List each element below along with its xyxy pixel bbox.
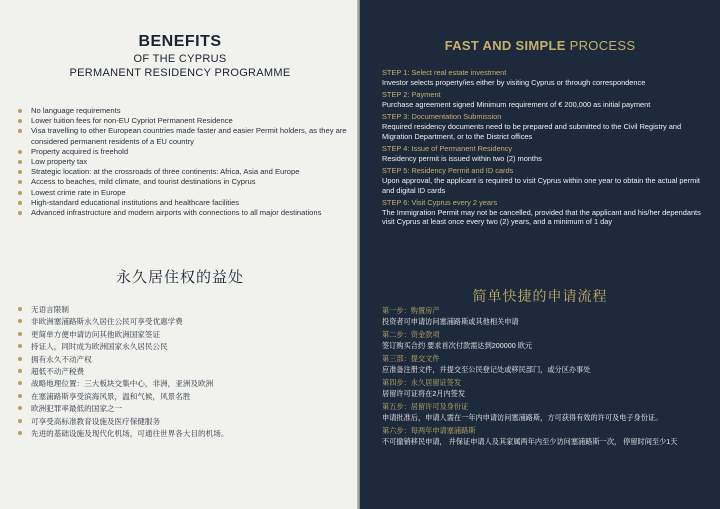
list-item: Access to beaches, mild climate, and tourist destinations in Cyprus — [17, 177, 347, 187]
step-cn-1: 第一步：购置房产 投资者可申请访问塞浦路斯或其他相关申请 — [382, 306, 519, 326]
list-item: 无语言限制 — [17, 304, 347, 316]
list-item: High-standard educational institutions and healthcare facilities — [17, 198, 347, 208]
benefits-title-cn: 永久居住权的益处 — [115, 268, 244, 286]
step-4: STEP 4: Issue of Permanent Residency Residency permit is issued within two (2) months — [382, 144, 542, 163]
bullet-icon — [18, 319, 22, 323]
list-item: Visa travelling to other European countries made faster and easier Permit holders, as they are considered permanent residents of a EU country — [17, 126, 347, 146]
bullet-icon — [18, 431, 22, 435]
step-2: STEP 2: Payment Purchase agreement signed Minimum requirement of € 200,000 as initial payment — [382, 90, 651, 109]
bullet-icon — [18, 129, 22, 133]
bullet-icon — [18, 381, 22, 385]
step-cn-5: 第五步：居留许可及身份证 申请批准后，申请人需在一年内申请访问塞浦路斯，方可获得有效的许可及电子身份证。 — [382, 402, 663, 422]
bullet-icon — [18, 406, 22, 410]
bullet-icon — [18, 119, 22, 123]
bullet-icon — [18, 211, 22, 215]
bullet-icon — [18, 201, 22, 205]
process-title-cn: 简单快捷的申请流程 — [472, 289, 608, 305]
list-item: 拥有永久不动产权 — [17, 354, 347, 366]
benefits-list-en — [17, 106, 347, 218]
bullet-icon — [18, 344, 22, 348]
list-item: 欧洲犯罪率最低的国家之一 — [17, 403, 347, 415]
list-item: Lowest crime rate in Europe — [17, 188, 347, 198]
step-5: STEP 5: Residency Permit and ID cards Upon approval, the applicant is required to visit Cyprus within one year to obtain the actual permit and digital ID cards — [382, 166, 700, 195]
list-item: 战略地理位置：三大板块交集中心，非洲，亚洲及欧洲 — [17, 378, 347, 390]
step-cn-2: 第二步：资金款项 签订购买合约 要求首次付款需达到200000 欧元 — [382, 330, 533, 350]
bullet-icon — [18, 160, 22, 164]
step-cn-4: 第四步：永久居留证签发 居留许可证将在2月内签发 — [382, 378, 466, 398]
step-cn-6: 第六步：每两年申请塞浦路斯 不可撤销移民申请， 并保证申请人及其家属两年内至少访问塞浦路斯一次， 停留时间至少1天 — [382, 426, 678, 446]
bullet-icon — [18, 307, 22, 311]
benefits-subtitle-line1: OF THE CYPRUS — [133, 53, 227, 65]
list-item: Strategic location: at the crossroads of three continents: Africa, Asia and Europe — [17, 167, 347, 177]
step-cn-3: 第三部：提交文件 应准备注册文件，并提交至公民登记处或移民部门，或分区办事处 — [382, 354, 591, 374]
list-item: Property acquired is freehold — [17, 147, 347, 157]
benefits-subtitle-line2: PERMANENT RESIDENCY PROGRAMME — [69, 67, 291, 79]
bullet-icon — [18, 191, 22, 195]
list-item: 非欧洲塞浦路斯永久居住公民可享受优惠学费 — [17, 316, 347, 328]
step-1: STEP 1: Select real estate investment Investor selects property/ies either by visiting Cyprus or through correspondence — [382, 68, 646, 87]
bullet-icon — [18, 369, 22, 373]
step-3: STEP 3: Documentation Submission Required residency documents need to be prepared and submitted to the Civil Registry and Migration Department, or to the District offices — [382, 112, 682, 141]
bullet-icon — [18, 394, 22, 398]
list-item: Lower tuition fees for non-EU Cypriot Permanent Residence — [17, 116, 347, 126]
bullet-icon — [18, 150, 22, 154]
bullet-icon — [18, 180, 22, 184]
bullet-icon — [18, 332, 22, 336]
step-6: STEP 6: Visit Cyprus every 2 years The Immigration Permit may not be cancelled, provided that the applicant and his/her dependants visit Cyprus at least once every two (2) years, and a minimum of 1 day — [382, 198, 701, 227]
list-item: No language requirements — [17, 106, 347, 116]
list-item: 先进的基础设施及现代化机场，可通往世界各大目的机场。 — [17, 428, 347, 440]
benefits-title: BENEFITS — [138, 33, 222, 50]
list-item: 在塞浦路斯享受滨海风景，温和气候，风景名胜 — [17, 391, 347, 403]
list-item: 持证人，同时成为欧洲国家永久居民公民 — [17, 341, 347, 353]
list-item: 超低不动产税费 — [17, 366, 347, 378]
list-item: Advanced infrastructure and modern airports with connections to all major destinations — [17, 208, 347, 218]
bullet-icon — [18, 170, 22, 174]
bullet-icon — [18, 109, 22, 113]
process-steps-cn — [382, 306, 702, 450]
process-title: FAST AND SIMPLE PROCESS — [444, 38, 636, 53]
list-item: Low property tax — [17, 157, 347, 167]
list-item: 可享受高标准教育设施及医疗保健服务 — [17, 416, 347, 428]
bullet-icon — [18, 357, 22, 361]
bullet-icon — [18, 419, 22, 423]
list-item: 更简单方便申请访问其他欧洲国家签证 — [17, 329, 347, 341]
process-steps-en — [382, 68, 702, 230]
benefits-list-cn — [17, 304, 347, 440]
